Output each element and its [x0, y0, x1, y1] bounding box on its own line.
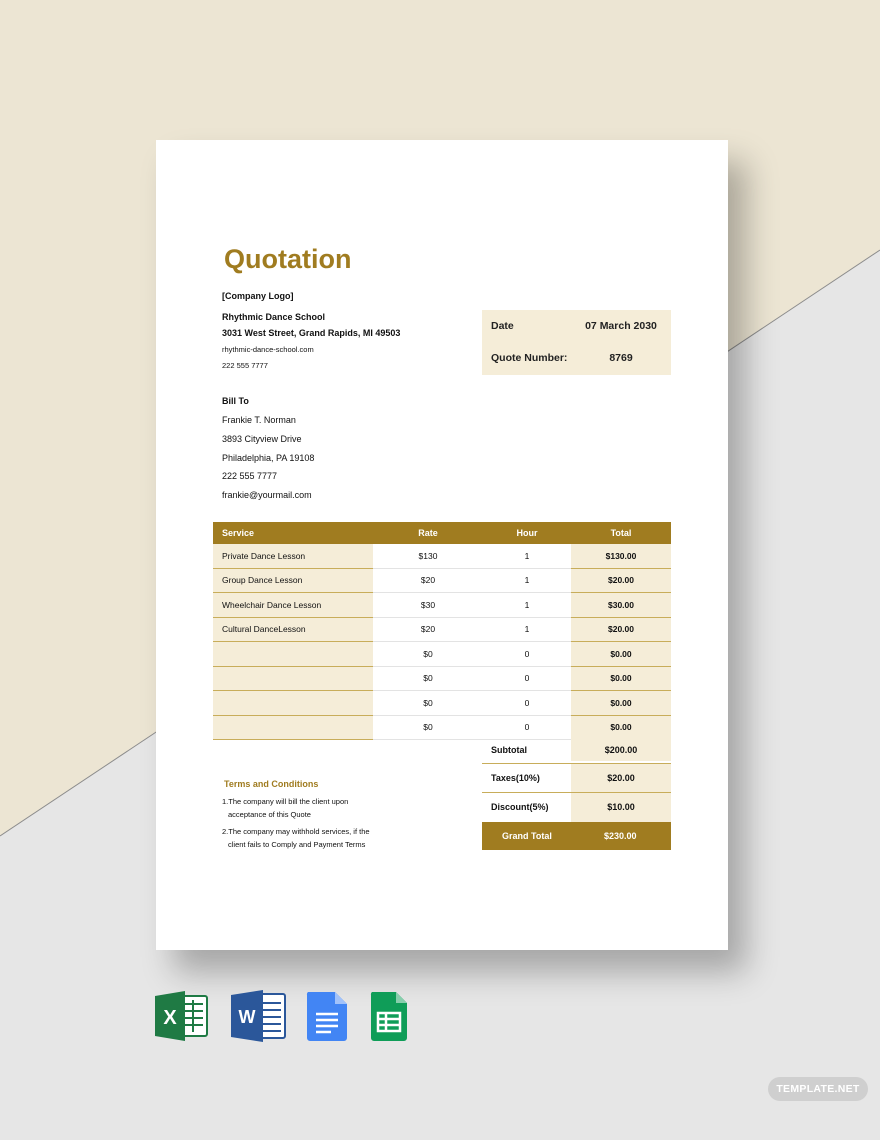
grand-total-value: $230.00	[604, 831, 637, 841]
rate-cell: $0	[373, 642, 483, 667]
company-phone: 222 555 7777	[222, 361, 268, 370]
svg-text:W: W	[238, 1007, 256, 1027]
subtotal-value: $200.00	[571, 739, 671, 761]
table-row	[213, 691, 671, 716]
svg-text:X: X	[163, 1007, 177, 1029]
quote-number-label: Quote Number:	[491, 352, 568, 364]
discount-row	[482, 792, 671, 822]
subtotal-row	[482, 739, 671, 761]
service-cell	[213, 666, 373, 691]
google-sheets-icon[interactable]	[369, 990, 409, 1042]
terms-title: Terms and Conditions	[224, 779, 319, 789]
grand-total-row	[482, 822, 671, 850]
service-cell: Wheelchair Dance Lesson	[213, 593, 373, 618]
grand-total-label: Grand Total	[502, 831, 552, 841]
total-cell: $30.00	[571, 593, 671, 618]
rate-cell: $20	[373, 617, 483, 642]
bill-to-name: Frankie T. Norman	[222, 415, 296, 425]
discount-value: $10.00	[571, 793, 671, 822]
bill-to-street: 3893 Cityview Drive	[222, 434, 302, 444]
hour-cell: 1	[483, 593, 571, 618]
excel-icon[interactable]	[155, 990, 209, 1042]
hour-cell: 0	[483, 642, 571, 667]
terms-item-1-line-2: acceptance of this Quote	[228, 810, 311, 819]
hour-cell: 1	[483, 568, 571, 593]
total-cell: $0.00	[571, 691, 671, 716]
service-cell	[213, 691, 373, 716]
service-cell	[213, 642, 373, 667]
total-cell: $0.00	[571, 666, 671, 691]
company-address: 3031 West Street, Grand Rapids, MI 49503	[222, 328, 401, 338]
word-icon[interactable]	[231, 990, 287, 1042]
total-cell: $20.00	[571, 568, 671, 593]
terms-item-2-line-1: 2.The company may withhold services, if the	[222, 827, 370, 836]
taxes-label: Taxes(10%)	[491, 773, 540, 783]
table-row	[213, 666, 671, 691]
discount-label: Discount(5%)	[491, 802, 549, 812]
rate-cell: $130	[373, 544, 483, 568]
service-cell: Group Dance Lesson	[213, 568, 373, 593]
total-cell: $0.00	[571, 642, 671, 667]
total-cell: $130.00	[571, 544, 671, 568]
rate-cell: $0	[373, 691, 483, 716]
table-row	[213, 568, 671, 593]
subtotal-label: Subtotal	[491, 745, 527, 755]
template-net-badge[interactable]: TEMPLATE.NET	[768, 1077, 868, 1101]
rate-cell: $20	[373, 568, 483, 593]
company-website: rhythmic-dance-school.com	[222, 345, 314, 354]
table-row	[213, 593, 671, 618]
hour-cell: 1	[483, 617, 571, 642]
date-value: 07 March 2030	[585, 320, 657, 332]
quotation-document	[156, 140, 728, 950]
header-hour: Hour	[483, 522, 571, 544]
bill-to-label: Bill To	[222, 396, 249, 406]
terms-item-2-line-2: client fails to Comply and Payment Terms	[228, 840, 366, 849]
table-row	[213, 617, 671, 642]
bill-to-phone: 222 555 7777	[222, 471, 278, 481]
rate-cell: $0	[373, 715, 483, 740]
table-row	[213, 715, 671, 740]
company-logo-placeholder: [Company Logo]	[222, 291, 294, 301]
header-service: Service	[213, 522, 373, 544]
table-row	[213, 642, 671, 667]
service-cell	[213, 715, 373, 740]
hour-cell: 0	[483, 666, 571, 691]
google-docs-icon[interactable]	[305, 990, 349, 1042]
total-cell: $0.00	[571, 715, 671, 740]
total-cell: $20.00	[571, 617, 671, 642]
services-table	[213, 522, 671, 740]
header-rate: Rate	[373, 522, 483, 544]
header-total: Total	[571, 522, 671, 544]
service-cell: Cultural DanceLesson	[213, 617, 373, 642]
doc-title: Quotation	[224, 244, 352, 274]
quote-number-value: 8769	[609, 352, 633, 364]
taxes-row	[482, 763, 671, 792]
bill-to-city: Philadelphia, PA 19108	[222, 453, 315, 463]
rate-cell: $30	[373, 593, 483, 618]
hour-cell: 0	[483, 691, 571, 716]
bill-to-email: frankie@yourmail.com	[222, 490, 312, 500]
taxes-value: $20.00	[571, 764, 671, 792]
hour-cell: 1	[483, 544, 571, 568]
hour-cell: 0	[483, 715, 571, 740]
company-name: Rhythmic Dance School	[222, 312, 326, 322]
quote-info-box	[482, 310, 671, 375]
service-cell: Private Dance Lesson	[213, 544, 373, 568]
terms-item-1-line-1: 1.The company will bill the client upon	[222, 797, 349, 806]
date-label: Date	[491, 320, 514, 332]
table-header-row	[213, 522, 671, 544]
rate-cell: $0	[373, 666, 483, 691]
table-row	[213, 544, 671, 568]
